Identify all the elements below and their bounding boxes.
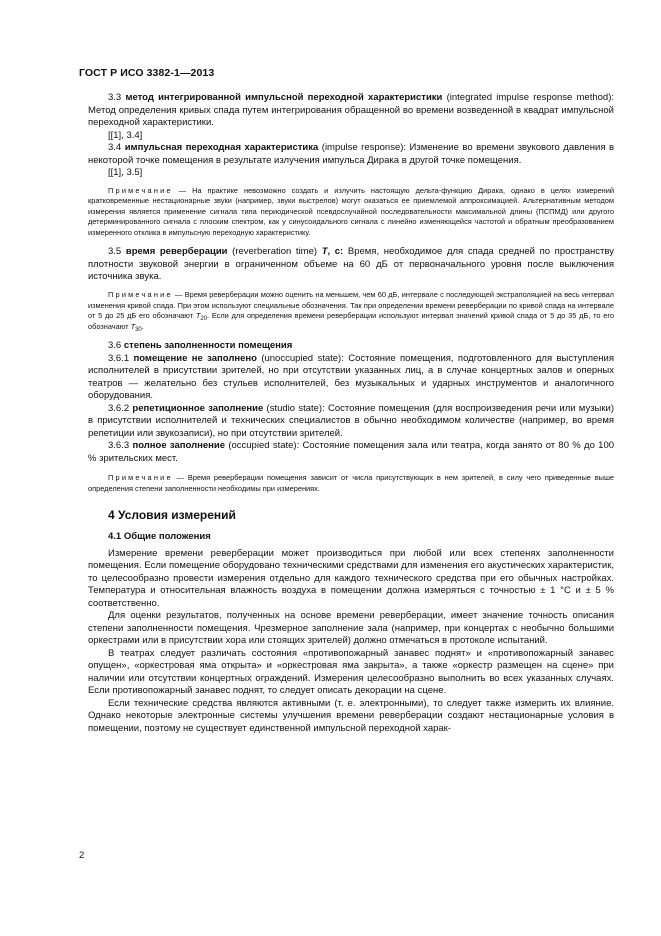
clause-3-5: 3.5 время реверберации (reverberation time) T, с: Время, необходимое для спада средней по пространству плотности звуковой энергии в ограниченном объеме на 60 дБ от первоначального уровня после выключения источника звука. xyxy=(88,246,614,283)
clause-3-6-2: 3.6.2 репетиционное заполнение (studio state): Состояние помещения (для воспроизведения речи или музыки) в присутствии исполнителей и технических специалистов в обычно необходимом количестве (например, во время репетиции или звукозаписи), но при отсутствии зрителей. xyxy=(88,402,615,439)
term: помещение не заполнено xyxy=(133,352,257,364)
reference: [[1], 3.4] xyxy=(108,129,143,141)
section-heading: 4 Условия измерений xyxy=(108,507,236,522)
clause-3-4: 3.4 импульсная переходная характеристика (impulse response): Изменение во времени звукового давления в некоторой точке помещения в результате излучения импульса Дирака в другой точке помещения. xyxy=(88,142,615,166)
note: Примечание — Время реверберации можно оценить на меньшем, чем 60 дБ, интервале с последующей экстраполяцией на весь интервал изменения кривой спада. При этом используют специальные обозначения. Так при определении времени реверберации по кривой спада на интервале от 5 до 25 дБ его обозначают $T_{20}$. Если для определения времени реверберации используют интервал значений кривой спада от 5 до 35 дБ, то его обозначают $T_{30}$. xyxy=(88,289,614,333)
term: степень заполненности помещения xyxy=(123,340,293,352)
paragraph: Измерение времени реверберации может производиться при любой или всех степенях заполненности помещения. Если помещение оборудовано техническими средствами для изменения его акустических характеристик, то целесообразно провести измерения отдельно для каждого технического средства при его обычных настройках. Температура и относительная влажность воздуха в помещении должна измеряться с точностью ± 1 °С и ± 5 % соответственно. xyxy=(88,547,614,609)
reference: [[1], 3.5] xyxy=(108,167,143,178)
clause-3-3: 3.3 метод интегрированной импульсной переходной характеристики (integrated impulse response method): Метод определения кривых спада путем интегрирования обращенной во времени возведенной в квадрат импульсной переходной характеристики. xyxy=(88,92,615,128)
clause-3-6-3: 3.6.3 полное заполнение (occupied state): Состояние помещения зала или театра, когда занято от 80 % до 100 % зрительских мест. xyxy=(88,440,615,464)
paragraph: Если технические средства являются активными (т. е. электронными), то следует также измерить их влияние. Однако некоторые электронные системы улучшения времени реверберации создают нестационарные условия в помещении, поэтому не существует единственной импульсной переходной харак- xyxy=(88,697,614,734)
clause-3-6-1: 3.6.1 помещение не заполнено (unoccupied state): Состояние помещения, подготовленного для выступления исполнителей в присутствии зрителей, но при отсутствии указанных лиц, а в случае концертных залов и оперных театров — желательно без стульев исполнителей, без музыкальных и ударных инструментов и аналогичного оборудования. xyxy=(88,352,614,402)
paragraph: Для оценки результатов, полученных на основе времени реверберации, имеет значение точность описания степени заполненности помещения. Чрезмерное заполнение зала (например, при концертах с необычно большими оркестрами или в присутствии хора или стоящих зрителей) должно отмечаться в протоколе испытаний. xyxy=(88,610,614,647)
term: импульсная переходная характеристика xyxy=(124,142,319,153)
term: метод интегрированной импульсной переходной характеристики xyxy=(125,92,443,103)
term: полное заполнение xyxy=(132,440,226,452)
clause-3-6: 3.6 степень заполненности помещения xyxy=(108,340,293,352)
note: Примечание — Время реверберации помещения зависит от числа присутствующих в нем зрителей, в силу чего приведенные выше определения степени заполненности необходимы при измерениях. xyxy=(88,473,614,493)
term: время реверберации xyxy=(125,246,228,258)
page-header: ГОСТ Р ИСО 3382-1—2013 xyxy=(79,67,215,79)
paragraph: В театрах следует различать состояния «противопожарный занавес поднят» и «противопожарный занавес опущен», «оркестровая яма открыта» и «оркестровая яма закрыта», а также «оркестр размещен на сцене» при наличии или отсутствии концертных ограждений. Измерения целесообразно выполнить во всех указанных случаях. Если противопожарный занавес поднят, то следует описать декорации на сцене. xyxy=(88,647,614,697)
term: репетиционное заполнение xyxy=(132,402,264,414)
page-number: 2 xyxy=(79,850,85,861)
subsection-heading: 4.1 Общие положения xyxy=(108,531,211,543)
document-body xyxy=(88,92,614,735)
note: Примечание — На практике невозможно создать и излучить настоящую дельта-функцию Дирака, однако в целях измерений кратковременные нестационарные звуки (например, звуки выстрелов) могут оказаться ее приемлемой аппроксимацией. Альтернативным методом измерения является применение сигнала типа периодической псевдослучайной последовательности максимальной длины (ПСПМД) или другого детерминированного сигнала с плоским спектром, как у синусоидального сигнала с линейно изменяющейся частотой и обратным преобразованием измеренного отклика в импульсную переходную характеристику. xyxy=(88,185,614,237)
